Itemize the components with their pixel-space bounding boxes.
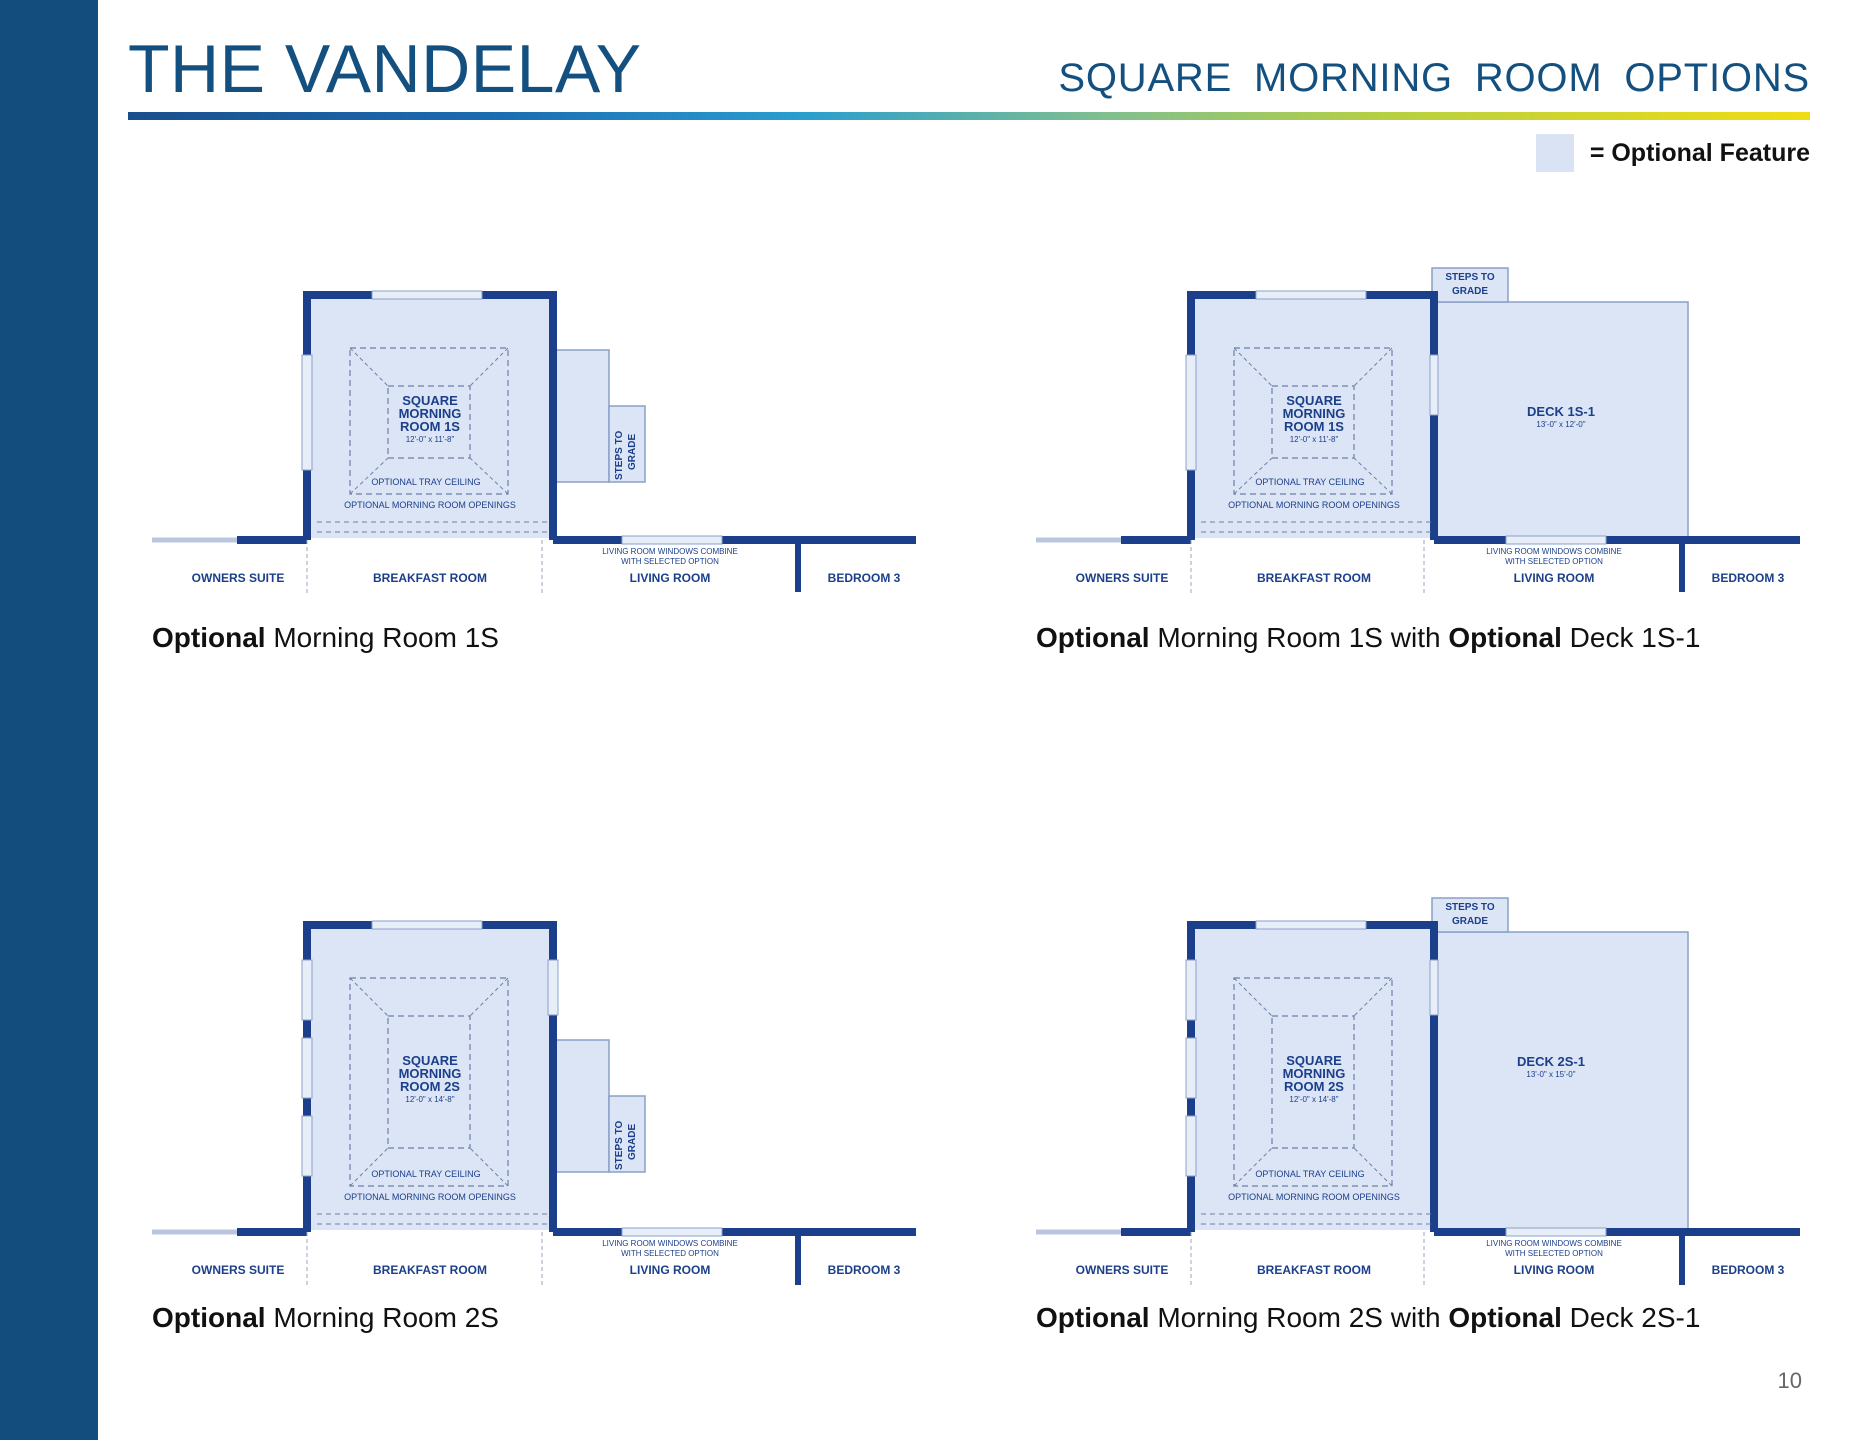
openings-label: OPTIONAL MORNING ROOM OPENINGS: [1228, 500, 1400, 510]
steps-label: STEPS TO: [614, 430, 625, 480]
room-label-living-room: LIVING ROOM: [1513, 1263, 1595, 1277]
room-label-breakfast-room: BREAKFAST ROOM: [373, 571, 487, 585]
page-number: 10: [1777, 1368, 1802, 1393]
room-label-owners-suite: OWNERS SUITE: [191, 1263, 285, 1277]
deck-name: DECK 2S-1: [1517, 1054, 1585, 1069]
room-label-living-room: LIVING ROOM: [1513, 571, 1595, 585]
openings-label: OPTIONAL MORNING ROOM OPENINGS: [344, 1192, 516, 1202]
windows-note: LIVING ROOM WINDOWS COMBINE: [1486, 547, 1622, 556]
room-label-breakfast-room: BREAKFAST ROOM: [1257, 571, 1371, 585]
room-label-breakfast-room: BREAKFAST ROOM: [373, 1263, 487, 1277]
room-label-owners-suite: OWNERS SUITE: [191, 571, 285, 585]
room-label-bedroom-3: BEDROOM 3: [827, 571, 901, 585]
legend-swatch: [1536, 134, 1574, 172]
room-name-line: ROOM 2S: [1284, 1079, 1344, 1094]
bumpout-area: [555, 350, 609, 482]
steps-label: GRADE: [1451, 286, 1489, 297]
deck-area: [1434, 932, 1688, 1230]
room-label-bedroom-3: BEDROOM 3: [1711, 571, 1785, 585]
window: [302, 355, 312, 470]
floor-plan-2: [1036, 260, 1816, 620]
floor-plan-4: [1036, 890, 1816, 1250]
room-name-line: MORNING: [1282, 1066, 1346, 1081]
deck-name: DECK 1S-1: [1527, 404, 1595, 419]
steps-label: GRADE: [1451, 916, 1489, 927]
windows-note: LIVING ROOM WINDOWS COMBINE: [602, 1239, 738, 1248]
deck-dimension: 13'-0" x 12'-0": [1536, 420, 1586, 429]
openings-label: OPTIONAL MORNING ROOM OPENINGS: [344, 500, 516, 510]
room-dimension: 12'-0" x 14'-8": [1289, 1095, 1339, 1104]
legend-label: = Optional Feature: [1589, 138, 1810, 167]
windows-note: WITH SELECTED OPTION: [1505, 1249, 1603, 1258]
room-dimension: 12'-0" x 11'-8": [1289, 435, 1339, 444]
steps-label: STEPS TO: [614, 1120, 625, 1170]
room-name-line: SQUARE: [402, 1053, 458, 1068]
page-title: THE VANDELAY: [128, 31, 642, 107]
steps-label: STEPS TO: [1445, 902, 1495, 913]
steps-label: GRADE: [627, 433, 638, 470]
plan-caption-2: Optional Morning Room 1S with Optional Deck 1S-1: [1036, 622, 1701, 653]
windows-note: LIVING ROOM WINDOWS COMBINE: [602, 547, 738, 556]
gradient-divider: [128, 112, 1810, 120]
plan-caption-4: Optional Morning Room 2S with Optional Deck 2S-1: [1036, 1302, 1701, 1333]
room-label-bedroom-3: BEDROOM 3: [827, 1263, 901, 1277]
page-subtitle: SQUARE MORNING ROOM OPTIONS: [1058, 56, 1810, 100]
room-name-line: ROOM 1S: [400, 419, 460, 434]
tray-ceiling-label: OPTIONAL TRAY CEILING: [371, 1169, 481, 1179]
windows-note: WITH SELECTED OPTION: [621, 557, 719, 566]
floor-plan-1: [152, 260, 932, 620]
room-name-line: MORNING: [398, 1066, 462, 1081]
room-name-line: SQUARE: [1286, 1053, 1342, 1068]
plan-panel-3: [152, 890, 932, 1333]
deck-dimension: 13'-0" x 15'-0": [1526, 1070, 1576, 1079]
window: [372, 291, 482, 299]
room-dimension: 12'-0" x 14'-8": [405, 1095, 455, 1104]
room-label-living-room: LIVING ROOM: [629, 571, 711, 585]
steps-label: GRADE: [627, 1123, 638, 1160]
room-label-owners-suite: OWNERS SUITE: [1075, 571, 1169, 585]
plan-caption-3: Optional Morning Room 2S: [152, 1302, 499, 1333]
tray-ceiling-label: OPTIONAL TRAY CEILING: [1255, 477, 1365, 487]
plan-caption-1: Optional Morning Room 1S: [152, 622, 499, 653]
room-name-line: ROOM 2S: [400, 1079, 460, 1094]
room-name-line: ROOM 1S: [1284, 419, 1344, 434]
tray-ceiling-label: OPTIONAL TRAY CEILING: [371, 477, 481, 487]
openings-label: OPTIONAL MORNING ROOM OPENINGS: [1228, 1192, 1400, 1202]
steps-label: STEPS TO: [1445, 272, 1495, 283]
left-brand-bar: [0, 0, 98, 1440]
floor-plan-3: [152, 890, 932, 1250]
plan-panel-2: [1036, 260, 1816, 653]
room-name-line: SQUARE: [1286, 393, 1342, 408]
legend: [1536, 134, 1810, 172]
plan-panel-1: [152, 260, 932, 653]
room-name-line: SQUARE: [402, 393, 458, 408]
room-label-owners-suite: OWNERS SUITE: [1075, 1263, 1169, 1277]
room-label-living-room: LIVING ROOM: [629, 1263, 711, 1277]
plan-panel-4: [1036, 890, 1816, 1333]
tray-ceiling-label: OPTIONAL TRAY CEILING: [1255, 1169, 1365, 1179]
room-label-bedroom-3: BEDROOM 3: [1711, 1263, 1785, 1277]
room-label-breakfast-room: BREAKFAST ROOM: [1257, 1263, 1371, 1277]
floor-plan-3-labels: [152, 1232, 932, 1292]
bumpout-area: [555, 1040, 609, 1172]
windows-note: LIVING ROOM WINDOWS COMBINE: [1486, 1239, 1622, 1248]
room-name-line: MORNING: [1282, 406, 1346, 421]
windows-note: WITH SELECTED OPTION: [1505, 557, 1603, 566]
floor-plan-4-labels: [1036, 1232, 1816, 1292]
room-dimension: 12'-0" x 11'-8": [405, 435, 455, 444]
window: [622, 536, 722, 544]
windows-note: WITH SELECTED OPTION: [621, 1249, 719, 1258]
room-name-line: MORNING: [398, 406, 462, 421]
